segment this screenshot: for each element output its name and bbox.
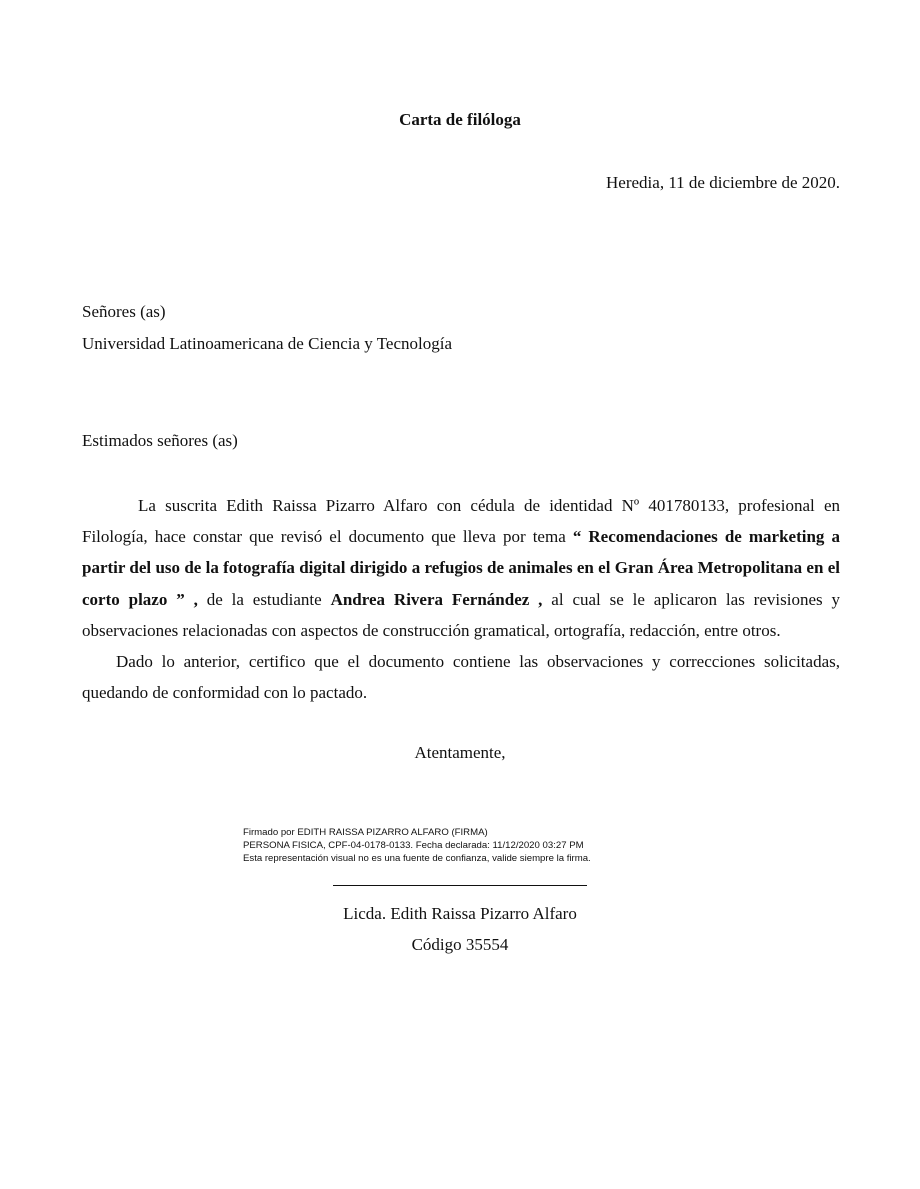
- recipient-line-1: Señores (as): [82, 302, 166, 321]
- signature-stamp-line-3: Esta representación visual no es una fuente de confianza, valide siempre la firma.: [243, 853, 591, 864]
- student-name: Andrea Rivera Fernández ,: [330, 589, 543, 609]
- document-title: Carta de filóloga: [399, 110, 521, 129]
- document-topic: “ Recomendaciones de marketing a partir del uso de la fotografía digital dirigido a refugios de animales en el Gran Área Metropolitana en el corto plazo ” ,: [82, 527, 841, 609]
- signer-name: Licda. Edith Raissa Pizarro Alfaro: [343, 904, 577, 923]
- paragraph-1-part-3: al cual se le aplicaron las revisiones y observaciones relacionadas con aspectos de construcción gramatical, ortografía, redacción, entre otros.: [82, 589, 840, 640]
- salutation: Estimados señores (as): [82, 431, 238, 450]
- letter-body: [82, 490, 840, 708]
- paragraph-1-part-2: de la estudiante: [197, 589, 331, 609]
- closing: Atentamente,: [414, 743, 506, 762]
- body-paragraph-2: Dado lo anterior, certifico que el documento contiene las observaciones y correcciones solicitadas, quedando de conformidad con lo pactado.: [82, 652, 840, 703]
- body-paragraph-1: [82, 490, 840, 646]
- letter-date: Heredia, 11 de diciembre de 2020.: [606, 173, 840, 192]
- signer-code: Código 35554: [411, 935, 509, 954]
- digital-signature-stamp: [243, 826, 591, 865]
- signature-stamp-line-2: PERSONA FISICA, CPF-04-0178-0133. Fecha declarada: 11/12/2020 03:27 PM: [243, 840, 584, 851]
- recipient-line-2: Universidad Latinoamericana de Ciencia y Tecnología: [82, 334, 452, 353]
- signer-block: [0, 898, 920, 960]
- recipient-block: [82, 296, 452, 360]
- signature-stamp-line-1: Firmado por EDITH RAISSA PIZARRO ALFARO (FIRMA): [243, 827, 488, 838]
- signature-line: [333, 885, 587, 886]
- paragraph-1-part-1: La suscrita Edith Raissa Pizarro Alfaro con cédula de identidad Nº 401780133, profesional en Filología, hace constar que revisó el documento que lleva por tema: [82, 496, 840, 547]
